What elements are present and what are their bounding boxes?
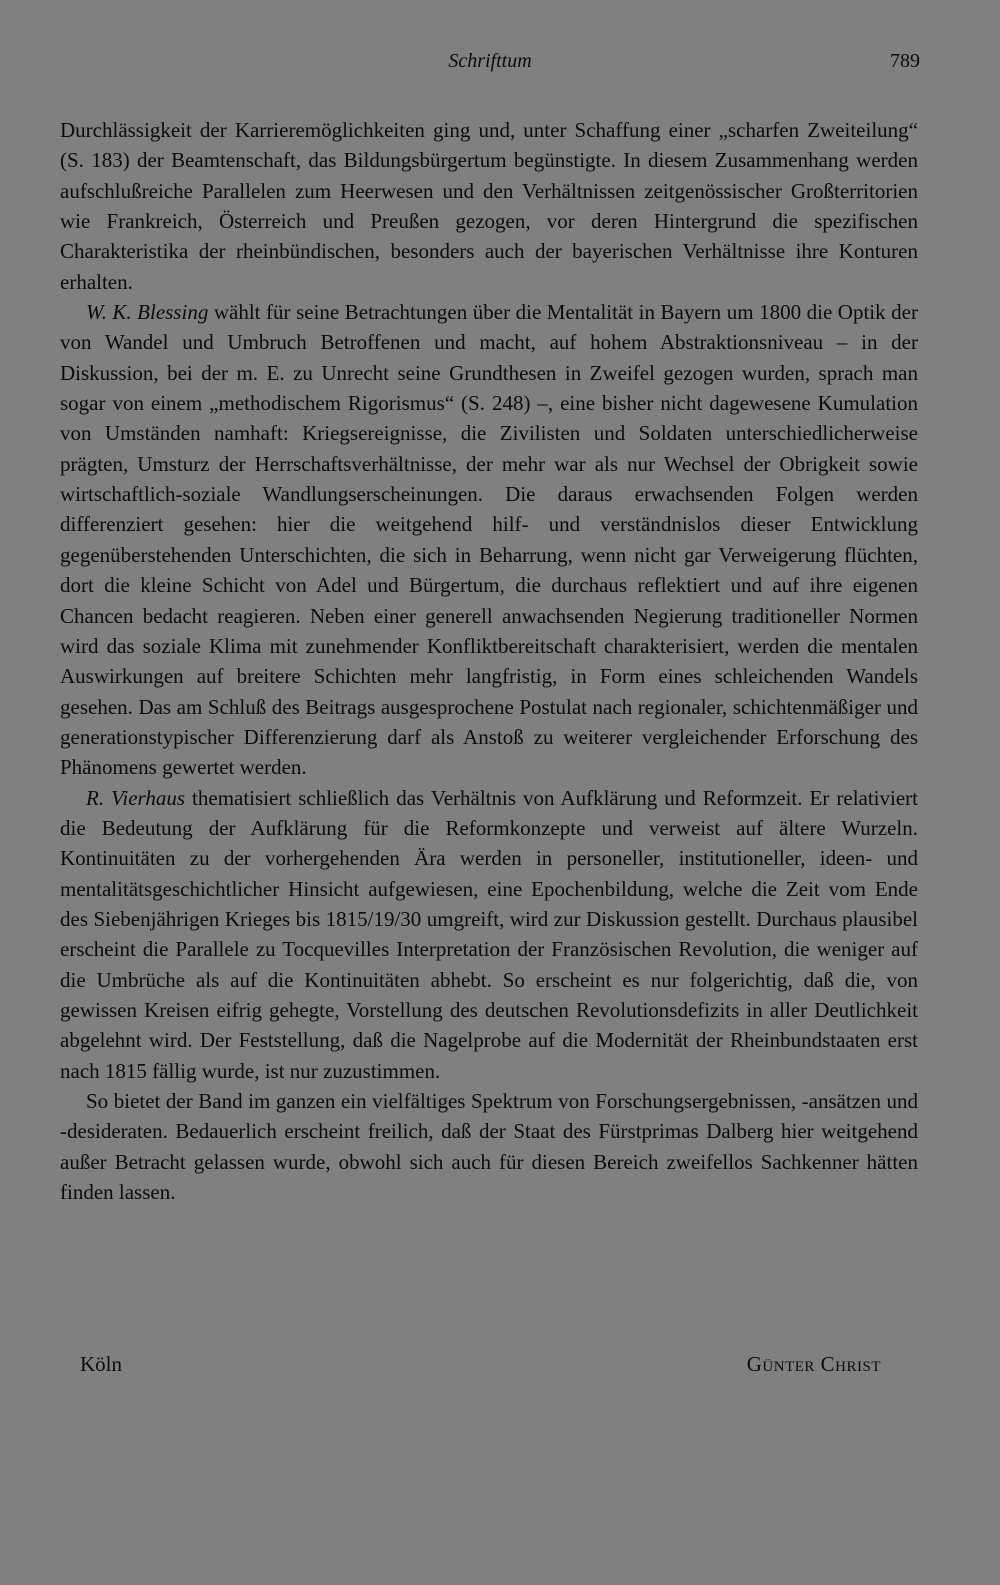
paragraph-blessing [60, 297, 918, 783]
author-name: R. Vierhaus [86, 785, 185, 810]
signature-line [80, 1352, 881, 1382]
signature-place: Köln [80, 1352, 122, 1376]
body-text [60, 115, 918, 1207]
paragraph-continuation [60, 115, 918, 297]
paragraph-conclusion [60, 1086, 918, 1207]
paragraph-text: thematisiert schließlich das Verhältnis von Aufklärung und Reformzeit. Er relativiert die Bedeutung der Aufklärung für die Reformkonzepte und verweist auf ältere Wurzeln. Kontinuitäten zu der vorhergehenden Ära werden in personeller, institutioneller, ideen- und mentalitätsgeschichtlicher Hinsicht aufgewiesen, eine Epochenbildung, welche die Zeit vom Ende des Siebenjährigen Krieges bis 1815/19/30 umgreift, wird zur Diskussion gestellt. Durchaus plausibel erscheint die Parallele zu Tocquevilles Interpretation der Französischen Revolution, die weniger auf die Umbrüche als auf die Kontinuitäten abhebt. So erscheint es nur folgerichtig, daß die, von gewissen Kreisen eifrig gehegte, Vorstellung des deutschen Revolutionsdefizits in aller Deutlichkeit abgelehnt wird. Der Feststellung, daß die Nagelprobe auf die Modernität der Rheinbundstaaten erst nach 1815 fällig wurde, ist nur zuzustimmen. [60, 785, 918, 1083]
page-header [60, 48, 920, 78]
paragraph-text: So bietet der Band im ganzen ein vielfältiges Spektrum von Forschungsergebnissen, -ansätzen und -desideraten. Bedauerlich erscheint freilich, daß der Staat des Fürstprimas Dalberg hier weitgehend außer Betracht gelassen wurde, obwohl sich auch für diesen Bereich zweifellos Sachkenner hätten finden lassen. [60, 1089, 918, 1205]
paragraph-vierhaus [60, 783, 918, 1086]
reviewer-name: Günter Christ [746, 1352, 881, 1376]
running-title: Schrifttum [448, 50, 532, 72]
paragraph-text: wählt für seine Betrachtungen über die Mentalität in Bayern um 1800 die Optik der von Wandel und Umbruch Betroffenen und macht, auf hohem Abstraktionsniveau – in der Diskussion, bei der m. E. zu Unrecht seine Grundthesen in Zweifel gezogen wurden, sprach man sogar von einem „methodischem Rigorismus“ (S. 248) –, eine bisher nicht dagewesene Kumulation von Umständen namhaft: Kriegsereignisse, die Zivilisten und Soldaten unterschiedlicherweise prägten, Umsturz der Herrschaftsverhältnisse, der mehr war als nur Wechsel der Obrigkeit sowie wirtschaftlich-soziale Wandlungserscheinungen. Die daraus erwachsenden Folgen werden differenziert gesehen: hier die weitgehend hilf- und verständnislos dieser Entwicklung gegenüberstehenden Unterschichten, die sich in Beharrung, wenn nicht gar Verweigerung flüchten, dort die kleine Schicht von Adel und Bürgertum, die durchaus reflektiert und auf ihre eigenen Chancen bedacht reagieren. Neben einer generell anwachsenden Negierung traditioneller Normen wird das soziale Klima mit zunehmender Konfliktbereitschaft charakterisiert, werden die mentalen Auswirkungen auf breitere Schichten mehr langfristig, in Form eines schleichenden Wandels gesehen. Das am Schluß des Beitrags ausgesprochene Postulat nach regionaler, schichtenmäßiger und generationstypischer Differenzierung darf als Anstoß zu weiterer vergleichender Erforschung des Phänomens gewertet werden. [60, 300, 918, 780]
page-number: 789 [890, 50, 920, 72]
paragraph-text: Durchlässigkeit der Karrieremöglichkeiten ging und, unter Schaffung einer „scharfen Zweiteilung“ (S. 183) der Beamtenschaft, das Bildungsbürgertum begünstigte. In diesem Zusammenhang werden aufschlußreiche Parallelen zum Heerwesen und den Verhältnissen zeitgenössischer Großterritorien wie Frankreich, Österreich und Preußen gezogen, vor deren Hintergrund die spezifischen Charakteristika der rheinbündischen, besonders auch der bayerischen Verhältnisse ihre Konturen erhalten. [60, 118, 918, 294]
author-name: W. K. Blessing [86, 300, 209, 325]
